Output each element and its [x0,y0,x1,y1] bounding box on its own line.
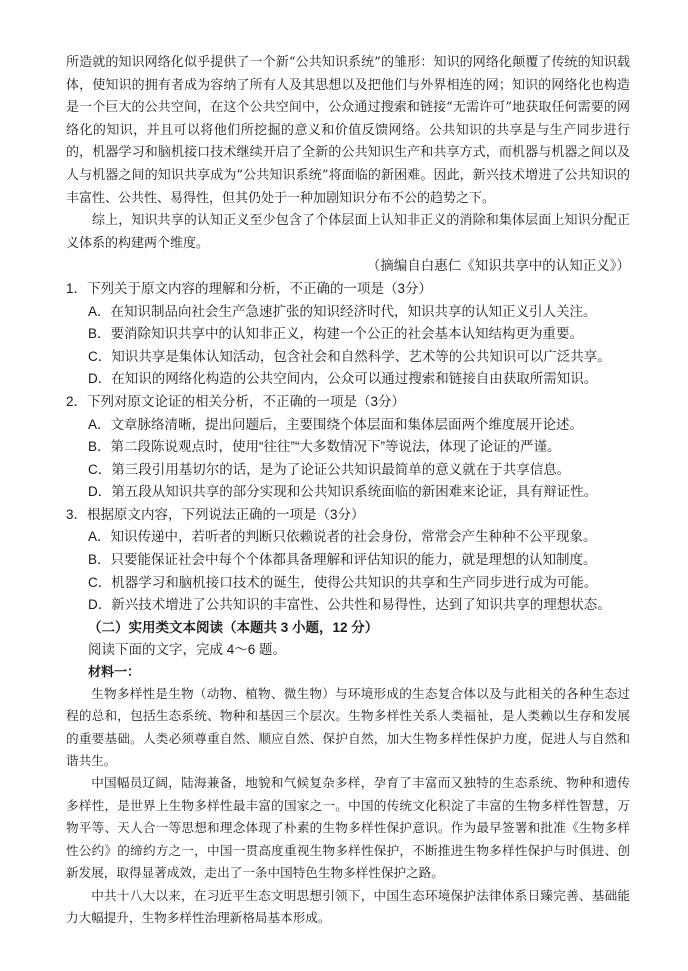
question-option: C．机器学习和脑机接口技术的诞生，使得公共知识的共享和生产同步进行成为可能。 [88,574,598,590]
source-citation: （摘编自白惠仁《知识共享中的认知正义》） [366,258,630,274]
question-option: A．文章脉络清晰，提出问题后，主要围绕个体层面和集体层面两个维度展开论述。 [88,416,584,432]
section-instruction: 阅读下面的文字，完成 4～6 题。 [88,641,287,657]
question-option: B．要消除知识共享中的认知非正义，构建一个公正的社会基本认知结构更为重要。 [88,326,584,342]
question-3 [66,504,630,617]
question-option: D．在知识的网络化构造的公共空间内，公众可以通过搜索和链接自由获取所需知识。 [88,371,598,387]
section-heading: （二）实用类文本阅读（本题共 3 小题，12 分） [88,619,379,635]
question-option: B．只要能保证社会中每个个体都具备理解和评估知识的能力，就是理想的认知制度。 [88,552,597,568]
passage-paragraph: 综上，知识共享的认知正义至少包含了个体层面上认知非正义的消除和集体层面上知识分配正义体系的构建两个维度。 [66,213,630,251]
material-label: 材料一： [88,663,141,679]
question-2 [66,391,630,504]
question-stem: 2．下列对原文论证的相关分析，不正确的一项是（3分） [66,393,406,409]
material-paragraph: 中国幅员辽阔，陆海兼备，地貌和气候复杂多样，孕育了丰富而又独特的生态系统、物种和遗传多样性，是世界上生物多样性最丰富的国家之一。中国的传统文化积淀了丰富的生物多样性智慧，万物平等、天人合一等思想和理念体现了朴素的生物多样性保护意识。作为最早签署和批准《生物多样性公约》的缔约方之一，中国一贯高度重视生物多样性保护，不断推进生物多样性保护与时俱进、创新发展，取得显著成效，走出了一条中国特色生物多样性保护之路。 [66,775,630,881]
question-1 [66,278,630,391]
question-option: D．第五段从知识共享的部分实现和公共知识系统面临的新困难来论证，具有辩证性。 [88,484,598,500]
question-option: D．新兴技术增进了公共知识的丰富性、公共性和易得性，达到了知识共享的理想状态。 [88,597,611,613]
question-option: C．知识共享是集体认知活动，包含社会和自然科学、艺术等的公共知识可以广泛共享。 [88,348,611,364]
material-paragraph: 中共十八大以来，在习近平生态文明思想引领下，中国生态环境保护法律体系日臻完善、基础能力大幅提升，生物多样性治理新格局基本形成。 [66,887,630,925]
question-option: B．第二段陈说观点时，使用“往往”“大多数情况下”等说法，体现了论证的严谨。 [88,439,561,455]
question-stem: 1．下列关于原文内容的理解和分析，不正确的一项是（3分） [66,280,433,296]
material-paragraph: 生物多样性是生物（动物、植物、微生物）与环境形成的生态复合体以及与此相关的各种生态过程的总和，包括生态系统、物种和基因三个层次。生物多样性关系人类福祉，是人类赖以生存和发展的重要基础。人类必须尊重自然、顺应自然、保护自然，加大生物多样性保护力度，促进人与自然和谐共生。 [66,685,630,769]
question-stem: 3．根据原文内容，下列说法正确的一项是（3分） [66,506,365,522]
question-option: A．在知识制品向社会生产急速扩张的知识经济时代，知识共享的认知正义引人关注。 [88,303,597,319]
question-option: C．第三段引用基切尔的话，是为了论证公共知识最简单的意义就在于共享信息。 [88,461,571,477]
question-option: A．知识传递中，若听者的判断只依赖说者的社会身份，常常会产生种种不公平现象。 [88,529,597,545]
passage-paragraph: 所造就的知识网络化似乎提供了一个新“公共知识系统”的雏形：知识的网络化颠覆了传统的知识载体，使知识的拥有者成为容纳了所有人及其思想以及把他们与外界相连的网；知识的网络化也构造是一个巨大的公共空间，在这个公共空间中，公众通过搜索和链接“无需许可”地获取任何需要的网络化的知识，并且可以将他们所挖掘的意义和价值反馈网络。公共知识的共享是与生产同步进行的，机器学习和脑机接口技术继续开启了全新的公共知识生产和共享方式，而机器与机器之间以及人与机器之间的知识共享成为“公共知识系统”将面临的新困难。因此，新兴技术增进了公共知识的丰富性、公共性、易得性，但其仍处于一种加剧知识分布不公的趋势之下。 [66,55,630,206]
